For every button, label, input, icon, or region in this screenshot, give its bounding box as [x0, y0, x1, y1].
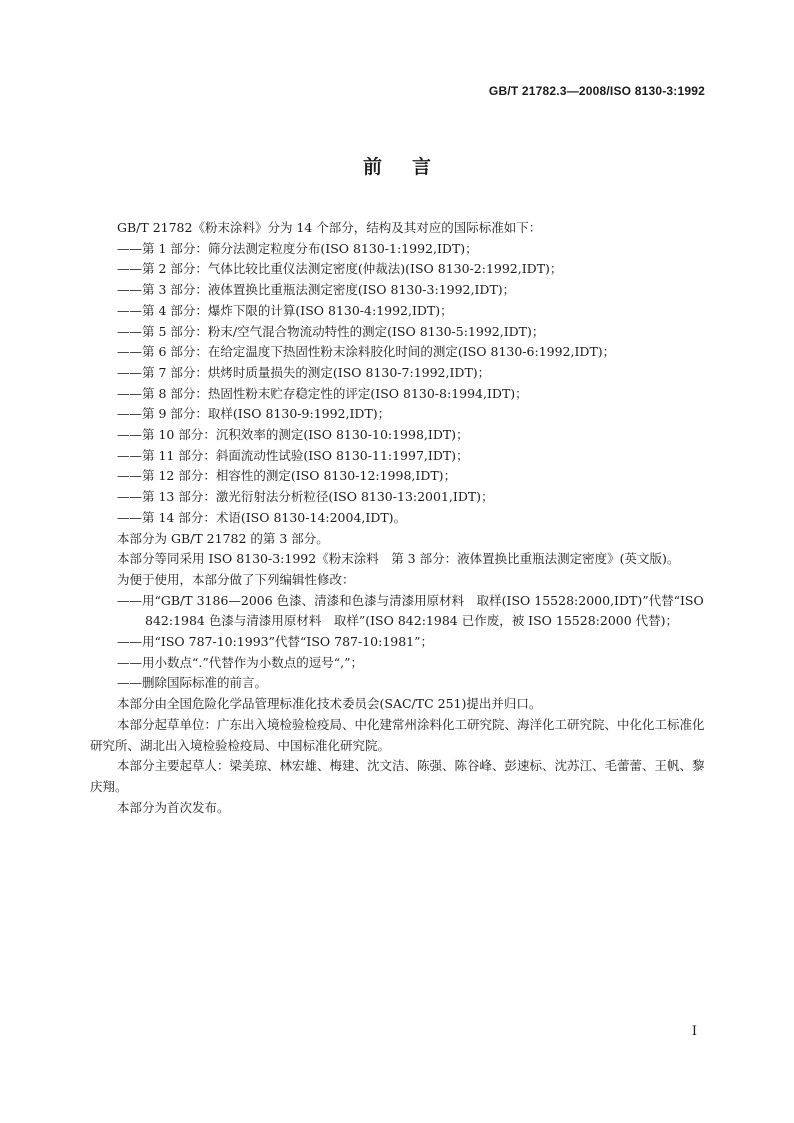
list-item: ——用“GB/T 3186—2006 色漆、清漆和色漆与清漆用原材料 取样(ISO 15528:2000,IDT)”代替“ISO 842:1984 色漆与清漆用原材料 取样”(ISO 842:1984 已作废，被 ISO 15528:2000 代替)； [117, 592, 704, 629]
list-item: ——第 3 部分：液体置换比重瓶法测定密度(ISO 8130-3:1992,IDT)； [117, 282, 516, 298]
foreword-body [90, 218, 706, 818]
list-item: ——第 8 部分：热固性粉末贮存稳定性的评定(ISO 8130-8:1994,IDT)； [117, 385, 528, 401]
proposal-statement: 本部分由全国危险化学品管理标准化技术委员会(SAC/TC 251)提出并归口。 [117, 696, 542, 712]
list-item: ——用小数点“.”代替作为小数点的逗号“,”； [117, 654, 364, 670]
list-item: ——删除国际标准的前言。 [117, 675, 268, 691]
intro-paragraph: GB/T 21782《粉末涂料》分为 14 个部分，结构及其对应的国际标准如下： [117, 220, 542, 235]
standard-number: GB/T 21782.3—2008/ISO 8130-3:1992 [488, 84, 705, 98]
edit-intro: 为便于使用，本部分做了下列编辑性修改： [117, 571, 355, 587]
part-statement: 本部分为 GB/T 21782 的第 3 部分。 [117, 530, 329, 546]
drafters: 本部分主要起草人：梁美琼、林宏雄、梅建、沈文洁、陈强、陈谷峰、彭速标、沈苏江、毛蕾蕾、王帆、黎庆翔。 [90, 758, 705, 794]
list-item: ——用“ISO 787-10:1993”代替“ISO 787-10:1981”； [117, 634, 434, 650]
edits-list [90, 591, 706, 695]
list-item: ——第 5 部分：粉末/空气混合物流动特性的测定(ISO 8130-5:1992,IDT)； [117, 323, 545, 339]
adoption-statement: 本部分等同采用 ISO 8130-3:1992《粉末涂料 第 3 部分：液体置换比重瓶法测定密度》(英文版)。 [117, 551, 680, 567]
list-item: ——第 12 部分：相容性的测定(ISO 8130-12:1998,IDT)； [117, 468, 457, 484]
parts-list [90, 239, 706, 529]
list-item: ——第 9 部分：取样(ISO 8130-9:1992,IDT)； [117, 406, 391, 422]
list-item: ——第 13 部分：激光衍射法分析粒径(ISO 8130-13:2001,IDT)； [117, 489, 494, 505]
drafting-units: 本部分起草单位：广东出入境检验检疫局、中化建常州涂料化工研究院、海洋化工研究院、中化化工标准化研究所、湖北出入境检验检疫局、中国标准化研究院。 [90, 716, 705, 753]
list-item: ——第 2 部分：气体比较比重仪法测定密度(仲裁法)(ISO 8130-2:1992,IDT)； [117, 261, 563, 277]
page-title: 前言 [362, 156, 461, 178]
list-item: ——第 7 部分：烘烤时质量损失的测定(ISO 8130-7:1992,IDT)； [117, 364, 491, 380]
first-release: 本部分为首次发布。 [117, 799, 230, 815]
list-item: ——第 11 部分：斜面流动性试验(ISO 8130-11:1997,IDT)； [117, 447, 469, 463]
list-item: ——第 4 部分：爆炸下限的计算(ISO 8130-4:1992,IDT)； [117, 302, 453, 318]
list-item: ——第 6 部分：在给定温度下热固性粉末涂料胶化时间的测定(ISO 8130-6:1992,IDT)； [117, 344, 616, 360]
list-item: ——第 14 部分：术语(ISO 8130-14:2004,IDT)。 [117, 509, 407, 525]
list-item: ——第 10 部分：沉积效率的测定(ISO 8130-10:1998,IDT)； [117, 427, 469, 443]
list-item: ——第 1 部分：筛分法测定粒度分布(ISO 8130-1:1992,IDT)； [117, 240, 478, 256]
page-number: I [691, 1024, 697, 1039]
